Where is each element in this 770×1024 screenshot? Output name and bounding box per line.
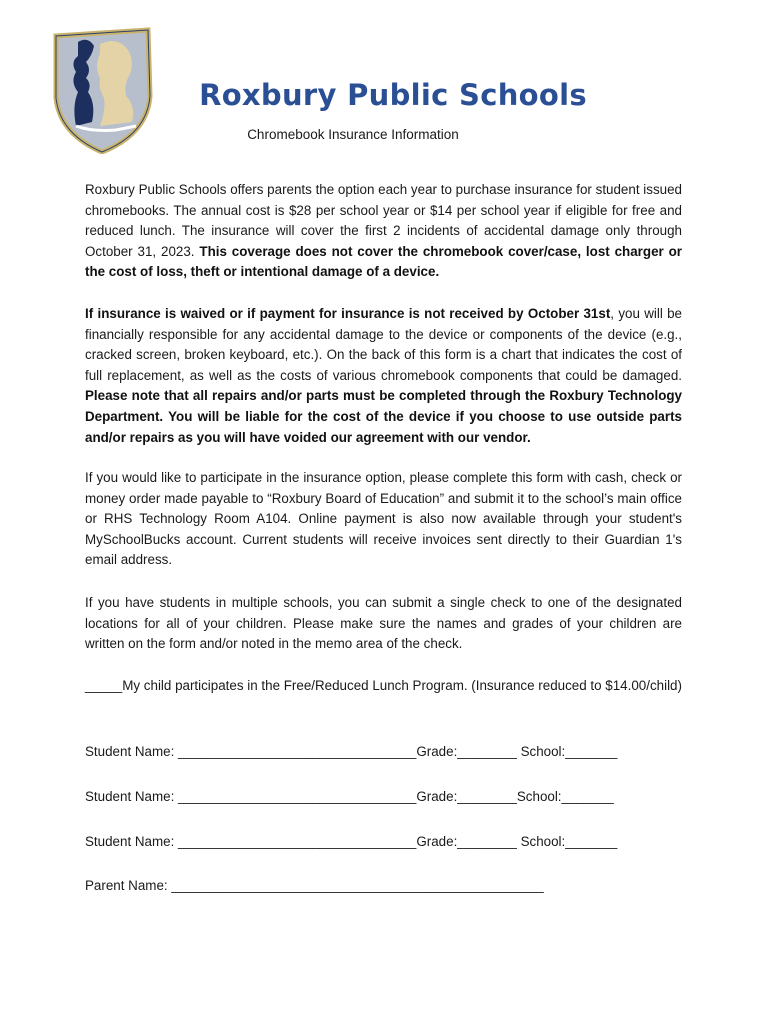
waiver-deadline-text: If insurance is waived or if payment for insurance is not received by October 31st (85, 306, 611, 321)
student-name-field-2[interactable]: Student Name: ________________________________Grade:________School:_______ (85, 789, 614, 804)
liability-text: , you will be financially responsible for any accidental damage to the device or components of the device (e.g., cracked screen, broken keyboard, etc.). On the back of this form is a chart that indicates the cost of full replacement, as well as the costs of various chromebook components that could be damaged. (85, 306, 682, 383)
parent-name-field[interactable]: Parent Name: __________________________________________________ (85, 878, 544, 893)
intro-paragraph (85, 180, 682, 283)
repairs-notice-text: Please note that all repairs and/or parts must be completed through the Roxbury Technology Department. You will be liable for the cost of the device if you choose to use outside parts and/or repairs as you will have voided our agreement with our vendor. (85, 388, 682, 445)
reduced-lunch-line: _____My child participates in the Free/Reduced Lunch Program. (Insurance reduced to $14.00/child) (85, 678, 682, 693)
participation-paragraph: If you would like to participate in the insurance option, please complete this form with cash, check or money order made payable to “Roxbury Board of Education” and submit it to the school’s main office or RHS Technology Room A104. Online payment is also now available through your student's MySchoolBucks account. Current students will receive invoices sent directly to their Guardian 1's email address. (85, 470, 682, 568)
coverage-exclusion-text: This coverage does not cover the chromebook cover/case, lost charger or the cost of loss, theft or intentional damage of a device. (85, 243, 682, 280)
school-name-title: Roxbury Public Schools (199, 78, 587, 112)
liability-paragraph (85, 304, 682, 448)
student-name-field-3[interactable]: Student Name: ________________________________Grade:________ School:_______ (85, 834, 618, 849)
multiple-schools-paragraph: If you have students in multiple schools, you can submit a single check to one of the designated locations for all of your children. Please make sure the names and grades of your children are written on the form and/or noted in the memo area of the check. (85, 595, 682, 652)
document-subtitle: Chromebook Insurance Information (247, 127, 459, 142)
student-name-field-1[interactable]: Student Name: ________________________________Grade:________ School:_______ (85, 744, 618, 759)
intro-text: Roxbury Public Schools offers parents the option each year to purchase insurance for student issued chromebooks. The annual cost is $28 per school year or $14 per school year if eligible for free and reduced lunch. The insurance will cover the first 2 incidents of accidental damage only through October 31, 2023. (85, 182, 682, 259)
